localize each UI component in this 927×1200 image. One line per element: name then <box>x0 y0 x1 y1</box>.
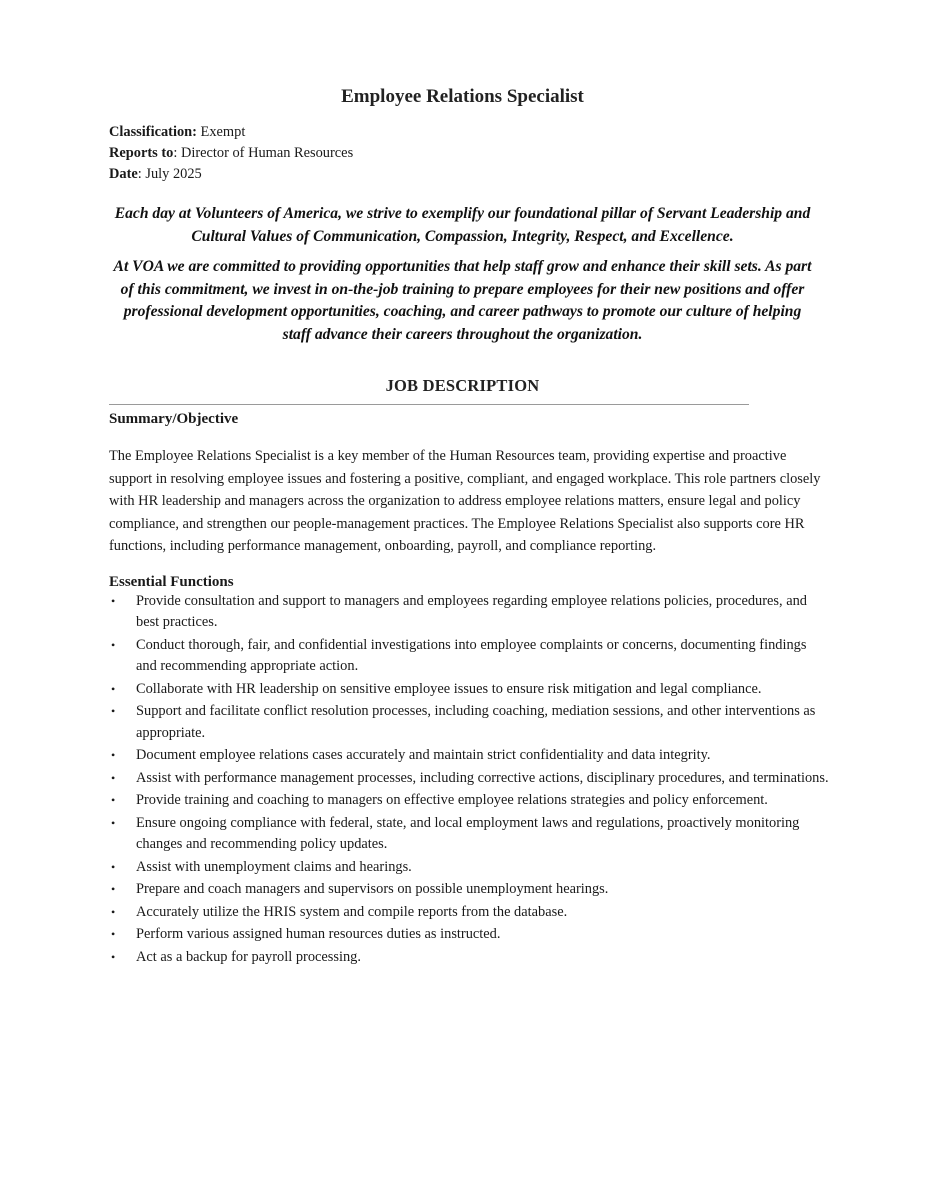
summary-text: The Employee Relations Specialist is a key member of the Human Resources team, providing expertise and proactive support in resolving employee issues and fostering a positive, compliant, and engaged workplace. This role partners closely with HR leadership and managers across the organization to address employee relations matters, ensure legal and policy compliance, and strengthen our people-management practices. The Employee Relations Specialist also supports core HR functions, including performance management, onboarding, payroll, and compliance reporting. <box>109 448 821 554</box>
summary-heading: Summary/Objective <box>109 411 239 427</box>
bullet-icon: • <box>111 815 116 830</box>
classification-label: Classification: <box>109 124 197 140</box>
function-text: Assist with performance management processes, including corrective actions, disciplinary procedures, and terminations. <box>136 769 829 786</box>
essential-functions-list <box>109 591 829 969</box>
function-text: Provide training and coaching to managers on effective employee relations strategies and policy enforcement. <box>136 792 768 808</box>
function-text: Document employee relations cases accurately and maintain strict confidentiality and data integrity. <box>136 747 711 763</box>
function-text: Act as a backup for payroll processing. <box>136 948 361 965</box>
function-item <box>109 635 829 678</box>
function-text: Accurately utilize the HRIS system and compile reports from the database. <box>136 903 568 920</box>
job-title: Employee Relations Specialist <box>341 86 584 107</box>
function-text: Provide consultation and support to managers and employees regarding employee relations policies, procedures, and best practices. <box>136 592 807 630</box>
bullet-icon: • <box>111 770 116 785</box>
bullet-icon: • <box>111 949 116 964</box>
bullet-icon: • <box>111 704 116 718</box>
function-item <box>109 768 829 790</box>
reports-to-label: Reports to <box>109 145 174 161</box>
function-item <box>109 701 829 744</box>
function-text: Conduct thorough, fair, and confidential investigations into employee complaints or concerns, documenting findings and recommending appropriate action. <box>136 636 807 674</box>
meta-block <box>109 122 829 185</box>
bullet-icon: • <box>111 882 116 896</box>
bullet-icon: • <box>111 904 116 919</box>
bullet-icon: • <box>111 793 116 807</box>
function-item <box>109 790 829 812</box>
development-statement: At VOA we are committed to providing opportunities that help staff grow and enhance their skill sets. As part of this commitment, we invest in on-the-job training to prepare employees for their new positions and offer professional development opportunities, coaching, and career pathways to promote our culture of helping staff advance their careers throughout the organization. <box>113 258 812 343</box>
function-item <box>109 902 829 924</box>
job-description-heading: JOB DESCRIPTION <box>385 376 540 395</box>
bullet-icon: • <box>111 637 116 652</box>
document-page <box>109 86 829 969</box>
reports-to-value: : Director of Human Resources <box>173 145 354 161</box>
function-text: Collaborate with HR leadership on sensitive employee issues to ensure risk mitigation and legal compliance. <box>136 680 762 697</box>
function-item <box>109 745 829 767</box>
section-divider <box>109 404 749 405</box>
date-label: Date <box>109 166 138 182</box>
date-line <box>109 164 829 185</box>
function-text: Prepare and coach managers and supervisors on possible unemployment hearings. <box>136 881 609 897</box>
essential-functions-heading: Essential Functions <box>109 573 234 590</box>
date-value: : July 2025 <box>137 166 202 182</box>
bullet-icon: • <box>111 681 116 696</box>
values-statement: Each day at Volunteers of America, we strive to exemplify our foundational pillar of Servant Leadership and Cultural Values of Communication, Compassion, Integrity, Respect, and Excellence. <box>114 205 811 245</box>
function-item <box>109 879 829 901</box>
function-item <box>109 679 829 701</box>
bullet-icon: • <box>111 748 116 762</box>
function-text: Assist with unemployment claims and hearings. <box>136 858 412 875</box>
classification-line <box>109 122 829 143</box>
bullet-icon: • <box>111 859 116 874</box>
function-item <box>109 591 829 634</box>
function-item <box>109 857 829 879</box>
function-text: Support and facilitate conflict resolution processes, including coaching, mediation sessions, and other interventions as appropriate. <box>136 703 816 741</box>
function-text: Ensure ongoing compliance with federal, state, and local employment laws and regulations, proactively monitoring changes and recommending policy updates. <box>136 814 800 852</box>
bullet-icon: • <box>111 593 116 608</box>
function-text: Perform various assigned human resources duties as instructed. <box>136 926 501 942</box>
classification-value: Exempt <box>196 124 246 140</box>
bullet-icon: • <box>111 927 116 941</box>
function-item <box>109 924 829 946</box>
function-item <box>109 813 829 856</box>
function-item <box>109 947 829 969</box>
reports-to-line <box>109 143 829 164</box>
